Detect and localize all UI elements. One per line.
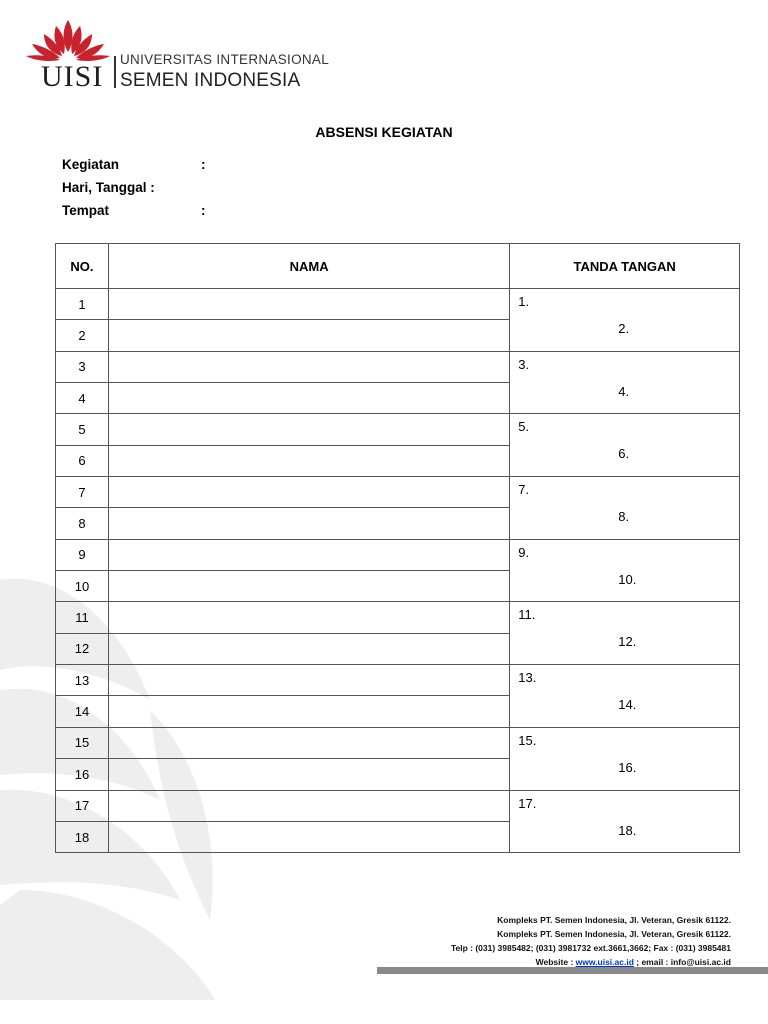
signature-number: 3. — [518, 356, 530, 372]
name-cell[interactable] — [108, 351, 509, 382]
row-number: 6 — [56, 445, 109, 476]
row-number: 14 — [56, 696, 109, 727]
signature-number: 17. — [518, 795, 537, 811]
row-number: 7 — [56, 477, 109, 508]
name-cell[interactable] — [108, 445, 509, 476]
signature-number: 5. — [518, 419, 530, 435]
row-number: 3 — [56, 351, 109, 382]
signature-number: 9. — [518, 544, 530, 560]
table-row — [56, 790, 740, 821]
name-cell[interactable] — [108, 477, 509, 508]
row-number: 16 — [56, 759, 109, 790]
info-row-hari-tanggal — [62, 180, 262, 203]
name-cell[interactable] — [108, 320, 509, 351]
name-cell[interactable] — [108, 633, 509, 664]
signature-cell[interactable] — [510, 727, 740, 790]
name-cell[interactable] — [108, 539, 509, 570]
signature-number: 1. — [518, 294, 530, 309]
website-link[interactable]: www.uisi.ac.id — [575, 957, 634, 967]
table-header-row — [56, 244, 740, 289]
attendance-table — [55, 243, 740, 853]
table-row — [56, 351, 740, 382]
name-cell[interactable] — [108, 571, 509, 602]
logo-line2: SEMEN INDONESIA — [120, 70, 301, 91]
signature-number: 15. — [518, 732, 537, 748]
row-number: 15 — [56, 727, 109, 758]
signature-cell[interactable] — [510, 289, 740, 352]
logo-line1: UNIVERSITAS INTERNASIONAL — [120, 52, 330, 67]
header-tanda-tangan: TANDA TANGAN — [510, 244, 740, 289]
row-number: 18 — [56, 821, 109, 852]
footer-bar — [377, 967, 768, 974]
signature-number: 7. — [518, 482, 530, 498]
signature-number: 6. — [618, 446, 630, 462]
signature-cell[interactable] — [510, 351, 740, 414]
signature-number: 4. — [618, 383, 630, 399]
signature-cell[interactable] — [510, 477, 740, 540]
table-row — [56, 289, 740, 320]
row-number: 2 — [56, 320, 109, 351]
info-label: Hari, Tanggal : — [62, 180, 155, 195]
row-number: 12 — [56, 633, 109, 664]
signature-number: 16. — [618, 759, 637, 775]
info-label: Kegiatan — [62, 157, 120, 172]
name-cell[interactable] — [108, 696, 509, 727]
attendance-table-body — [56, 289, 740, 853]
table-row — [56, 665, 740, 696]
name-cell[interactable] — [108, 602, 509, 633]
row-number: 4 — [56, 383, 109, 414]
website-label: Website : — [535, 957, 576, 967]
row-number: 10 — [56, 571, 109, 602]
name-cell[interactable] — [108, 727, 509, 758]
row-number: 11 — [56, 602, 109, 633]
info-label: Tempat — [62, 203, 110, 218]
signature-cell[interactable] — [510, 602, 740, 665]
logo-abbreviation: UISI — [41, 60, 104, 93]
table-row — [56, 602, 740, 633]
row-number: 1 — [56, 289, 109, 320]
info-row-tempat — [62, 203, 262, 226]
info-colon: : — [201, 203, 206, 218]
signature-cell[interactable] — [510, 414, 740, 477]
name-cell[interactable] — [108, 383, 509, 414]
row-number: 13 — [56, 665, 109, 696]
footer-line2: Kompleks PT. Semen Indonesia, Jl. Veteran, Gresik 61122. — [497, 929, 731, 939]
footer-address — [451, 913, 731, 969]
signature-number: 14. — [618, 697, 637, 713]
name-cell[interactable] — [108, 508, 509, 539]
signature-number: 11. — [518, 607, 536, 623]
signature-number: 13. — [518, 670, 537, 686]
event-info — [62, 157, 262, 226]
signature-number: 12. — [618, 634, 637, 650]
table-row — [56, 727, 740, 758]
lotus-icon — [26, 18, 110, 62]
name-cell[interactable] — [108, 665, 509, 696]
footer-line1: Kompleks PT. Semen Indonesia, Jl. Veteran, Gresik 61122. — [497, 915, 731, 925]
row-number: 9 — [56, 539, 109, 570]
footer-line3: Telp : (031) 3985482; (031) 3981732 ext.3661,3662; Fax : (031) 3985481 — [450, 943, 731, 953]
row-number: 5 — [56, 414, 109, 445]
name-cell[interactable] — [108, 790, 509, 821]
signature-cell[interactable] — [510, 665, 740, 728]
table-row — [56, 477, 740, 508]
table-row — [56, 539, 740, 570]
header-nama: NAMA — [108, 244, 509, 289]
row-number: 17 — [56, 790, 109, 821]
email-text: ; email : info@uisi.ac.id — [633, 957, 731, 967]
university-logo — [26, 18, 330, 93]
signature-number: 18. — [618, 822, 637, 838]
name-cell[interactable] — [108, 821, 509, 852]
logo-divider — [114, 56, 116, 88]
signature-number: 2. — [618, 321, 630, 336]
signature-number: 10. — [618, 571, 637, 587]
document-title: ABSENSI KEGIATAN — [315, 124, 453, 140]
info-colon: : — [201, 157, 206, 172]
signature-cell[interactable] — [510, 539, 740, 602]
name-cell[interactable] — [108, 759, 509, 790]
name-cell[interactable] — [108, 414, 509, 445]
info-row-kegiatan — [62, 157, 262, 180]
row-number: 8 — [56, 508, 109, 539]
signature-number: 8. — [618, 509, 630, 525]
signature-cell[interactable] — [510, 790, 740, 853]
header-no: NO. — [56, 244, 109, 289]
name-cell[interactable] — [108, 289, 509, 320]
table-row — [56, 414, 740, 445]
